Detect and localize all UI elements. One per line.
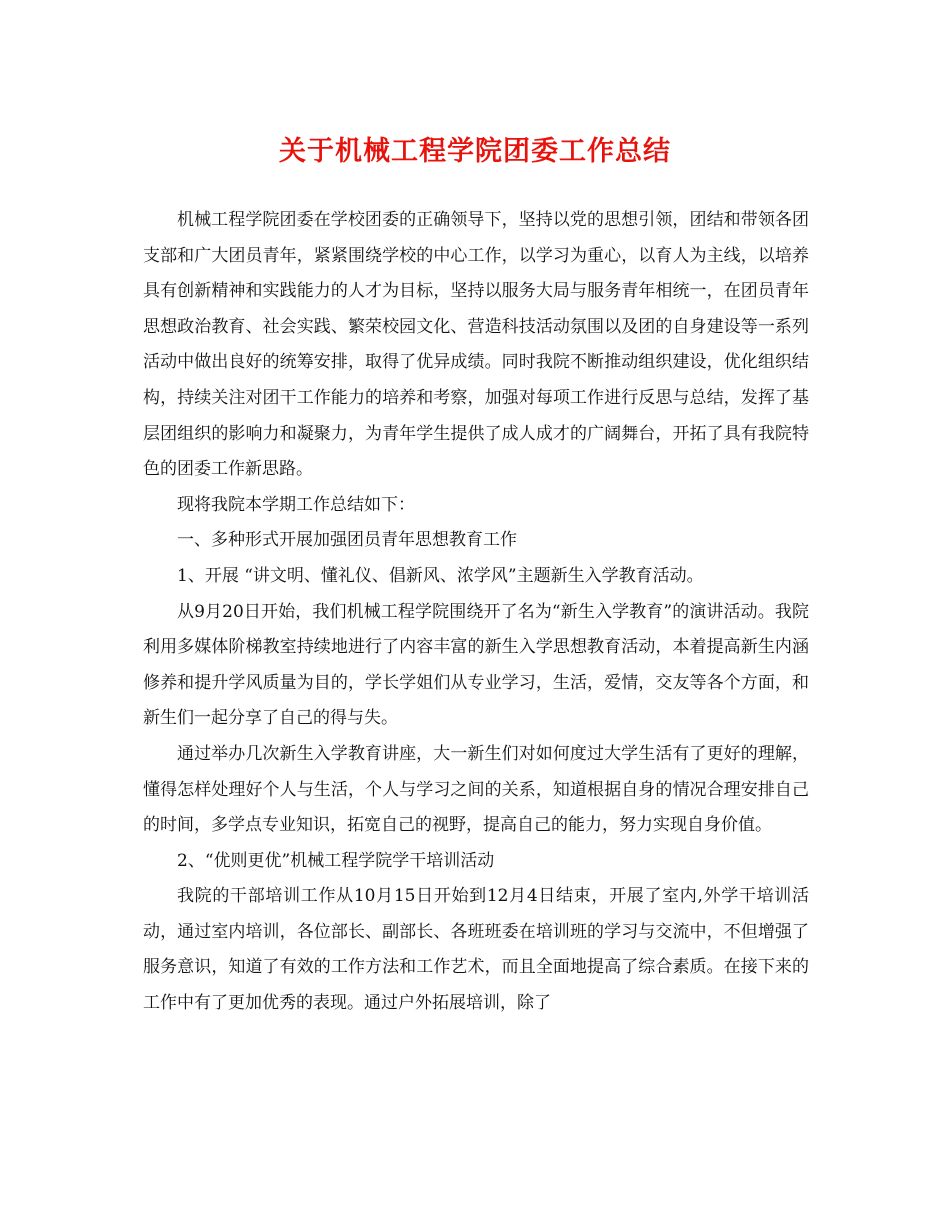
paragraph: 机械工程学院团委在学校团委的正确领导下，坚持以党的思想引领，团结和带领各团支部和广大团员青年，紧紧围绕学校的中心工作，以学习为重心，以育人为主线，以培养具有创新精神和实践能力的人才为目标，坚持以服务大局与服务青年相统一，在团员青年思想政治教育、社会实践、繁荣校园文化、营造科技活动氛围以及团的自身建设等一系列活动中做出良好的统筹安排，取得了优异成绩。同时我院不断推动组织建设，优化组织结构，持续关注对团干工作能力的培养和考察，加强对每项工作进行反思与总结，发挥了基层团组织的影响力和凝聚力，为青年学生提供了成人成才的广阔舞台，开拓了具有我院特色的团委工作新思路。 xyxy=(143,210,809,480)
paragraph: 现将我院本学期工作总结如下： xyxy=(177,494,415,515)
section-heading: 一、多种形式开展加强团员青年思想教育工作 xyxy=(177,530,517,551)
subsection-heading: 2、“优则更优”机械工程学院学干培训活动 xyxy=(177,850,495,871)
paragraph: 我院的干部培训工作从10月15日开始到12月4日结束，开展了室内,外学干培训活动，通过室内培训，各位部长、副部长、各班班委在培训班的学习与交流中，不但增强了服务意识，知道了有效的工作方法和工作艺术，而且全面地提高了综合素质。在接下来的工作中有了更加优秀的表现。通过户外拓展培训，除了 xyxy=(143,886,809,1014)
document-body xyxy=(143,203,809,1022)
document-title: 关于机械工程学院团委工作总结 xyxy=(279,136,671,167)
subsection-heading: 1、开展 “讲文明、懂礼仪、倡新风、浓学风”主题新生入学教育活动。 xyxy=(177,565,704,586)
paragraph: 从9月20日开始，我们机械工程学院围绕开了名为“新生入学教育”的演讲活动。我院利用多媒体阶梯教室持续地进行了内容丰富的新生入学思想教育活动，本着提高新生内涵修养和提升学风质量为目的，学长学姐们从专业学习，生活，爱情，交友等各个方面，和新生们一起分享了自己的得与失。 xyxy=(143,601,809,729)
paragraph: 通过举办几次新生入学教育讲座，大一新生们对如何度过大学生活有了更好的理解，懂得怎样处理好个人与生活，个人与学习之间的关系，知道根据自身的情况合理安排自己的时间，多学点专业知识，拓宽自己的视野，提高自己的能力，努力实现自身价值。 xyxy=(143,743,809,836)
